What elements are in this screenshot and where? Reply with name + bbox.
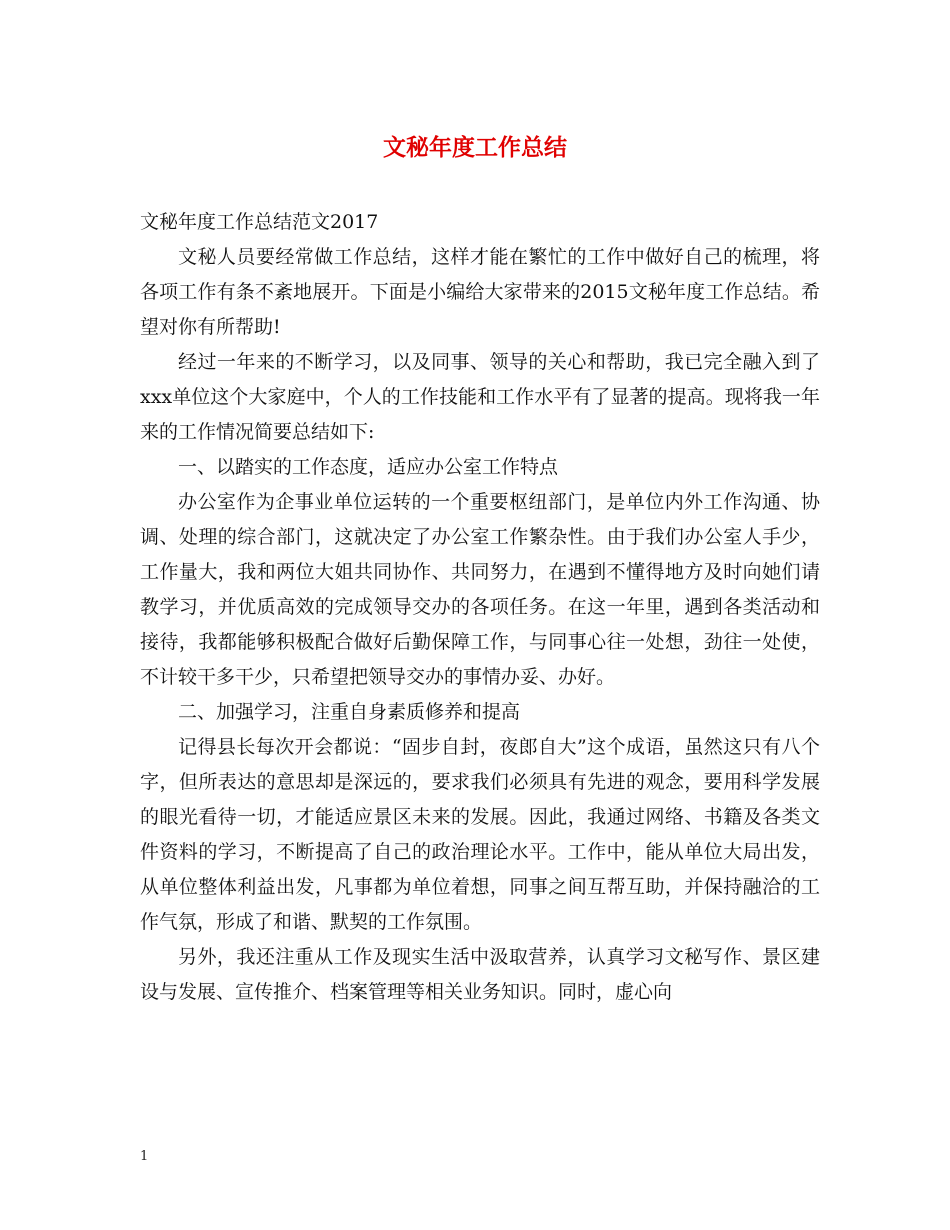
paragraph-intro: 文秘人员要经常做工作总结，这样才能在繁忙的工作中做好自己的梳理，将各项工作有条不紊地展开。下面是小编给大家带来的2015文秘年度工作总结。希望对你有所帮助!	[140, 246, 820, 338]
document-subtitle: 文秘年度工作总结范文2017	[140, 211, 379, 233]
section-heading-1: 一、以踏实的工作态度，适应办公室工作特点	[178, 456, 559, 478]
document-title: 文秘年度工作总结	[383, 134, 567, 161]
page-number: 1	[140, 1149, 149, 1164]
paragraph-additional: 另外，我还注重从工作及现实生活中汲取营养，认真学习文秘写作、景区建设与发展、宣传推介、档案管理等相关业务知识。同时，虚心向	[140, 946, 820, 1003]
paragraph-section-1: 办公室作为企事业单位运转的一个重要枢纽部门，是单位内外工作沟通、协调、处理的综合部门，这就决定了办公室工作繁杂性。由于我们办公室人手少，工作量大，我和两位大姐共同协作、共同努力，在遇到不懂得地方及时向她们请教学习，并优质高效的完成领导交办的各项任务。在这一年里，遇到各类活动和接待，我都能够积极配合做好后勤保障工作，与同事心往一处想，劲往一处使，不计较干多干少，只希望把领导交办的事情办妥、办好。	[140, 491, 820, 688]
paragraph-section-2: 记得县长每次开会都说：“固步自封，夜郎自大”这个成语，虽然这只有八个字，但所表达的意思却是深远的，要求我们必须具有先进的观念，要用科学发展的眼光看待一切，才能适应景区未来的发展。因此，我通过网络、书籍及各类文件资料的学习，不断提高了自己的政治理论水平。工作中，能从单位大局出发，从单位整体利益出发，凡事都为单位着想，同事之间互帮互助，并保持融洽的工作气氛，形成了和谐、默契的工作氛围。	[140, 736, 820, 933]
paragraph-overview: 经过一年来的不断学习，以及同事、领导的关心和帮助，我已完全融入到了xxx单位这个大家庭中，个人的工作技能和工作水平有了显著的提高。现将我一年来的工作情况简要总结如下:	[140, 351, 820, 443]
section-heading-2: 二、加强学习，注重自身素质修养和提高	[178, 701, 521, 723]
document-body	[140, 205, 820, 1010]
